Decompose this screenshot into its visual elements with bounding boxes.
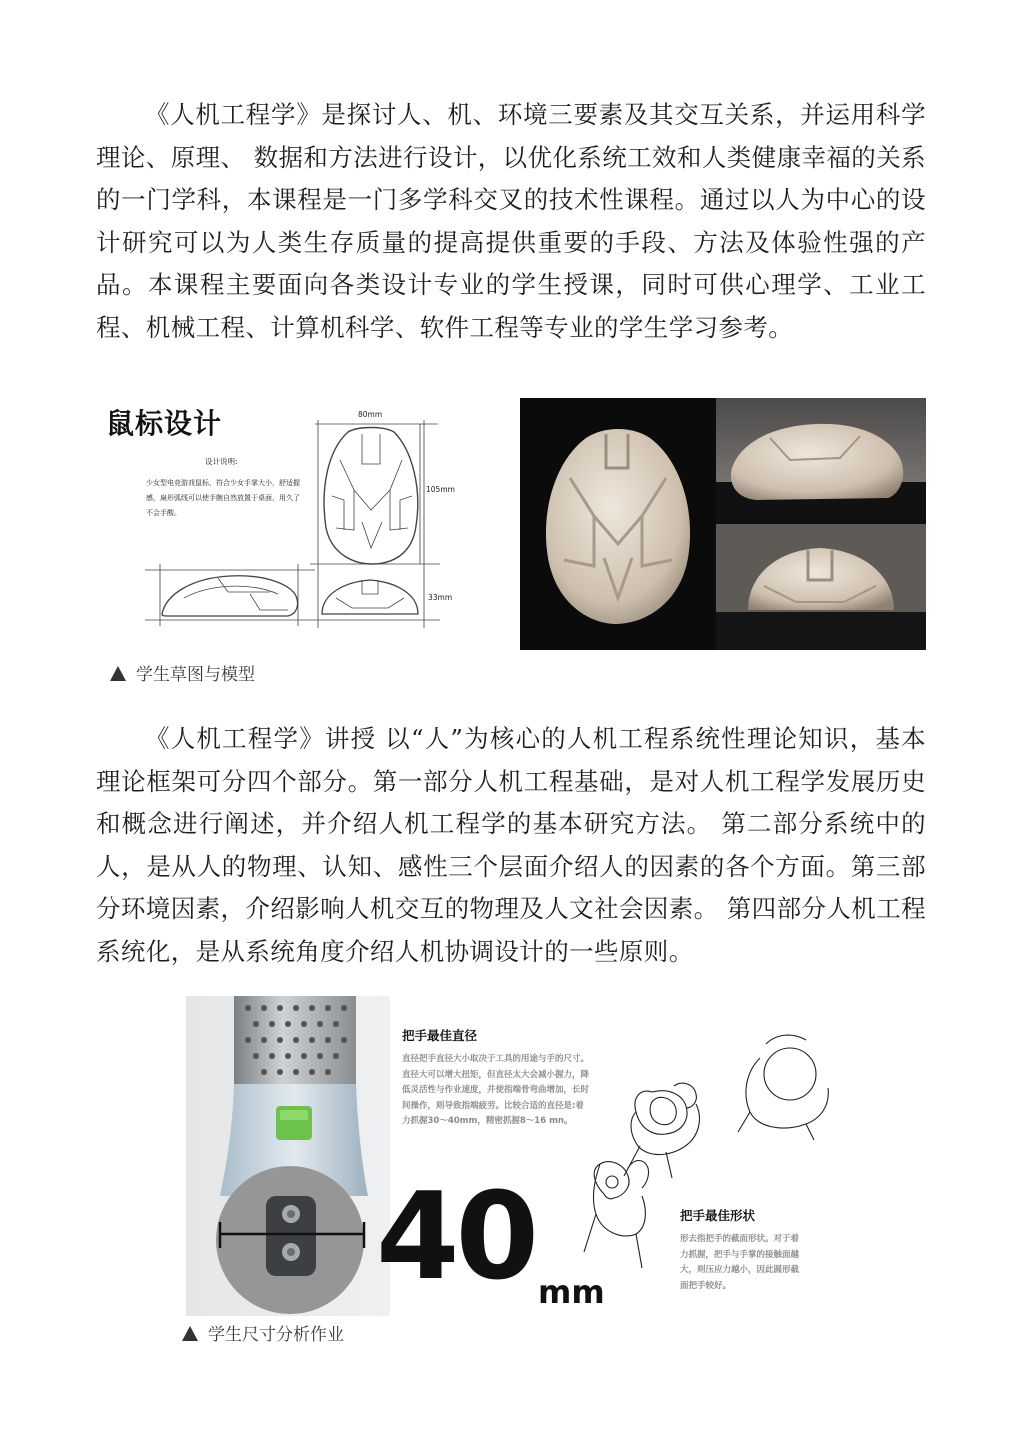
dimension-width: 80mm	[358, 410, 383, 419]
design-note: 少女型电竞游戏鼠标，符合少女手掌大小，舒适握感，扁形弧线可以使手腕自然放置于桌面，用久了不会手酸。	[146, 479, 300, 517]
optimal-diameter-title: 把手最佳直径	[402, 1028, 478, 1043]
figure1-caption-text: 学生草图与模型	[136, 665, 255, 685]
handle-render	[186, 996, 390, 1316]
optimal-shape-note	[680, 1206, 804, 1294]
outline-paragraph: 《人机工程学》讲授 以“人”为核心的人机工程系统性理论知识，基本理论框架可分四个部分。第一部分人机工程基础，是对人机工程学发展历史和概念进行阐述，并介绍人机工程学的基本研究方法。 第二部分系统中的人，是从人的物理、认知、感性三个层面介绍人的因素的各个方面。第三部分环境因素，介绍影响人机交互的物理及人文社会因素。 第四部分人机工程系统化，是从系统角度介绍人机协调设计的一些原则。	[96, 724, 926, 966]
optimal-shape-text: 形去指把手的截面形状。对于着力抓握，把手与手掌的接触面越大，则压应力越小，因此圆形截面把手较好。	[680, 1234, 800, 1291]
figure2-caption	[182, 1320, 344, 1345]
dimension-height: 33mm	[428, 593, 453, 602]
dimension-length: 105mm	[426, 485, 455, 494]
model-photos	[520, 398, 926, 650]
optimal-shape-title: 把手最佳形状	[680, 1208, 756, 1223]
triangle-icon	[182, 1326, 198, 1341]
sketch-title: 鼠标设计	[106, 407, 223, 440]
design-note-title: 设计说明:	[205, 457, 238, 466]
figure1-caption	[110, 660, 255, 685]
diameter-unit: mm	[538, 1273, 605, 1311]
diameter-value: 40	[376, 1168, 535, 1307]
figure2-caption-text: 学生尺寸分析作业	[208, 1325, 344, 1345]
optimal-diameter-text: 直径把手直径大小取决于工具的用途与手的尺寸。直径大可以增大扭矩，但直径太大会减小握力，降低灵活性与作业速度，并使指端骨弯曲增加，长时间操作，则导致指端疲劳。比较合适的直径是:着力抓握30～40mm，精密抓握8～16 mn。	[402, 1054, 590, 1126]
model-photo-illustration	[520, 398, 926, 650]
mouse-sketch	[100, 398, 470, 630]
handle-render-drawing	[186, 996, 390, 1316]
triangle-icon	[110, 666, 126, 681]
intro-paragraph: 《人机工程学》是探讨人、机、环境三要素及其交互关系，并运用科学理论、原理、 数据和方法进行设计，以优化系统工效和人类健康幸福的关系的一门学科，本课程是一门多学科交叉的技术性课程。通过以人为中心的设计研究可以为人类生存质量的提高提供重要的手段、方法及体验性强的产品。本课程主要面向各类设计专业的学生授课，同时可供心理学、工业工程、机械工程、计算机科学、软件工程等专业的学生学习参考。	[96, 100, 926, 342]
optimal-diameter-note	[402, 1026, 592, 1130]
